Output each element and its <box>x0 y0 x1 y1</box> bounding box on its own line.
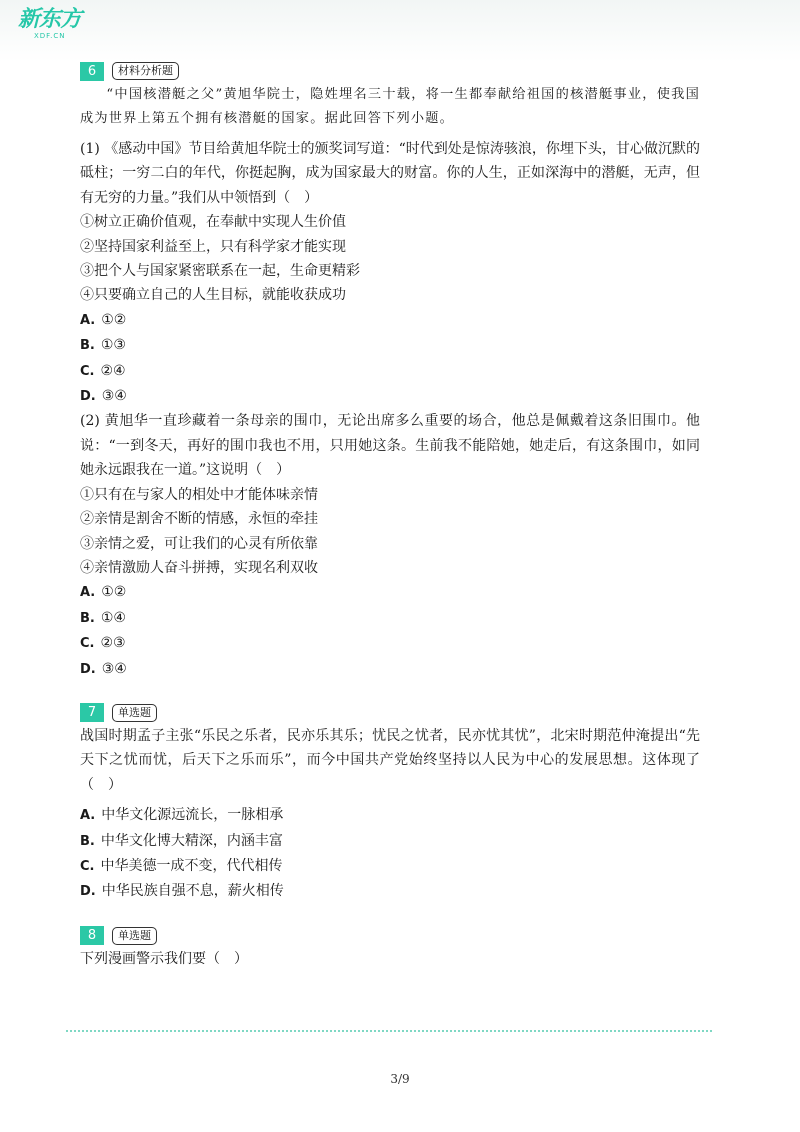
statement: ④亲情激励人奋斗拼搏，实现名利双收 <box>80 559 318 576</box>
option-d[interactable]: D. ③④ <box>80 660 127 677</box>
option-c[interactable]: C. ②③ <box>80 635 126 652</box>
statement: ④只要确立自己的人生目标，就能收获成功 <box>80 287 346 304</box>
subquestion-1-statements <box>80 210 700 308</box>
option-a[interactable]: A. ①② <box>80 584 127 601</box>
option-d[interactable]: D. 中华民族自强不息，薪火相传 <box>80 883 284 900</box>
subquestion-2-statements <box>80 483 700 581</box>
question-8-header <box>80 925 700 947</box>
logo-subtext: XDF.CN <box>34 32 66 40</box>
option-a[interactable]: A. 中华文化源远流长，一脉相承 <box>80 807 284 824</box>
statement: ③把个人与国家紧密联系在一起，生命更精彩 <box>80 263 360 280</box>
option-a[interactable]: A. ①② <box>80 311 127 328</box>
option-b[interactable]: B. ①③ <box>80 337 126 354</box>
subquestion-2-stem: (2) 黄旭华一直珍藏着一条母亲的围巾，无论出席多么重要的场合，他总是佩戴着这条旧围巾。他说：“一到冬天，再好的围巾我也不用，只用她这条。生前我不能陪她，她走后，有这条围巾，如同她永远跟我在一道。”这说明（ ） <box>80 413 700 479</box>
question-number-badge: 7 <box>80 703 104 722</box>
header-band <box>0 0 800 62</box>
question-7-options <box>80 803 700 905</box>
xdf-logo <box>18 8 88 42</box>
logo-text: 新东方 <box>18 7 82 32</box>
page-content <box>80 58 700 971</box>
option-b[interactable]: B. 中华文化博大精深，内涵丰富 <box>80 832 283 849</box>
material-text: “中国核潜艇之父”黄旭华院士，隐姓埋名三十载，将一生都奉献给祖国的核潜艇事业，使我国成为世界上第五个拥有核潜艇的国家。据此回答下列小题。 <box>80 87 700 126</box>
question-type-tag: 材料分析题 <box>112 62 179 80</box>
question-6-header <box>80 60 700 82</box>
question-type-tag: 单选题 <box>112 927 157 945</box>
statement: ②亲情是割舍不断的情感，永恒的牵挂 <box>80 511 318 528</box>
statement: ①树立正确价值观，在奉献中实现人生价值 <box>80 214 346 231</box>
question-number-badge: 8 <box>80 926 104 945</box>
page-number: 3/9 <box>390 1072 410 1086</box>
footer-divider <box>66 1030 712 1032</box>
question-type-tag: 单选题 <box>112 704 157 722</box>
statement: ①只有在与家人的相处中才能体味亲情 <box>80 486 318 503</box>
subquestion-1-stem: (1) 《感动中国》节目给黄旭华院士的颁奖词写道：“时代到处是惊涛骇浪，你埋下头，甘心做沉默的砥柱；一穷二白的年代，你挺起胸，成为国家最大的财富。你的人生，正如深海中的潜艇，无声，但有无穷的力量。”我们从中领悟到（ ） <box>80 141 700 206</box>
option-c[interactable]: C. ②④ <box>80 362 126 379</box>
subquestion-1-options <box>80 308 700 410</box>
subquestion-2-options <box>80 580 700 682</box>
question-7-header <box>80 702 700 724</box>
option-d[interactable]: D. ③④ <box>80 388 127 405</box>
statement: ③亲情之爱，可让我们的心灵有所依靠 <box>80 535 318 552</box>
question-7-stem: 战国时期孟子主张“乐民之乐者，民亦乐其乐；忧民之忧者，民亦忧其忧”，北宋时期范仲淹提出“先天下之忧而忧，后天下之乐而乐”，而今中国共产党始终坚持以人民为中心的发展思想。这体现了（ ） <box>80 727 700 793</box>
statement: ②坚持国家利益至上，只有科学家才能实现 <box>80 238 346 255</box>
question-8-stem: 下列漫画警示我们要（ ） <box>80 950 248 967</box>
question-number-badge: 6 <box>80 62 104 81</box>
option-c[interactable]: C. 中华美德一成不变，代代相传 <box>80 857 283 874</box>
option-b[interactable]: B. ①④ <box>80 609 126 626</box>
